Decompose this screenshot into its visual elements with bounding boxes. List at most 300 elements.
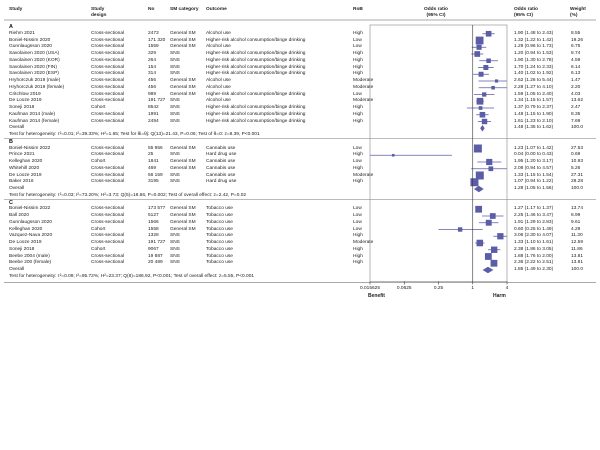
table-cell-n: 1841 <box>148 159 159 164</box>
table-cell-weight: 13.74 <box>571 206 584 212</box>
table-cell-rob: Low <box>353 91 362 97</box>
table-cell-or_text: 1.90 (1.48 to 2.43) <box>514 30 554 36</box>
table-cell-outcome: Hard drug use <box>206 179 237 185</box>
table-cell-sm: SNS <box>170 98 180 104</box>
overall-weight: 100.0 <box>571 125 584 131</box>
table-cell-n: 191 727 <box>148 98 166 104</box>
point-estimate <box>475 206 482 213</box>
table-cell-study: Whitehill 2020 <box>9 165 40 171</box>
table-cell-sm: SNS <box>170 64 180 70</box>
table-cell-sm: General SM <box>170 159 196 164</box>
overall-or: 1.48 (1.35 to 1.62) <box>514 125 554 131</box>
table-cell-design: Cohort <box>91 226 106 232</box>
table-cell-study: Beebe 200 (female) <box>9 260 52 266</box>
table-cell-n: 1991 <box>148 111 159 117</box>
table-cell-sm: General SM <box>170 91 196 97</box>
point-estimate <box>491 86 495 90</box>
table-cell-design: Cross-sectional <box>91 240 125 245</box>
benefit-caption: Benefit <box>368 292 385 299</box>
table-cell-sm: SNS <box>170 260 180 266</box>
table-cell-sm: General SM <box>170 145 196 151</box>
table-cell-rob: Moderate <box>353 240 374 245</box>
table-cell-study: Soneji 2018 <box>9 246 35 252</box>
axis-tick-label: 4 <box>505 285 509 291</box>
table-cell-or_text: 1.91 (1.29 to 2.83) <box>514 219 554 225</box>
table-cell-sm: SNS <box>170 240 180 245</box>
table-cell-n: 1328 <box>148 233 159 239</box>
table-cell-design: Cross-sectional <box>91 233 125 239</box>
point-estimate <box>490 213 496 219</box>
table-cell-outcome: Alcohol use <box>206 44 231 50</box>
axis-tick-label: 0.25 <box>433 285 444 291</box>
table-cell-n: 8542 <box>148 105 159 110</box>
table-cell-study: Soneji 2018 <box>9 105 35 110</box>
point-estimate <box>486 31 492 37</box>
table-cell-or_text: 1.70 (1.24 to 2.33) <box>514 64 554 70</box>
table-cell-sm: General SM <box>170 226 196 232</box>
point-estimate <box>474 51 480 57</box>
heterogeneity-note: Test for heterogeneity: τ²=0.09; I²=95.72%; H²=23.37; Q(8)=186.92, P<0.001; Test of overall effect: z=5.55, P<0.001 <box>9 273 255 279</box>
table-cell-rob: Moderate <box>353 172 374 178</box>
table-cell-sm: General SM <box>170 165 196 171</box>
overall-label: Overall <box>9 186 25 191</box>
table-cell-outcome: Alcohol use <box>206 78 231 83</box>
table-cell-weight: 4.29 <box>571 226 581 232</box>
table-cell-sm: General SM <box>170 44 196 50</box>
table-cell-design: Cross-sectional <box>91 260 125 266</box>
header-or-plot-line1: Odds ratio <box>424 7 448 12</box>
table-cell-design: Cross-sectional <box>91 172 125 178</box>
table-cell-design: Cross-sectional <box>91 253 125 259</box>
table-cell-weight: 2.47 <box>571 105 581 110</box>
point-estimate <box>474 145 482 153</box>
table-cell-weight: 19.26 <box>571 37 584 43</box>
overall-label: Overall <box>9 125 25 131</box>
header-or-plot <box>424 7 448 19</box>
table-cell-or_text: 2.36 (2.22 to 2.51) <box>514 260 554 266</box>
section-label: A <box>9 24 13 30</box>
table-cell-weight: 6.75 <box>571 44 581 50</box>
table-cell-rob: High <box>353 179 363 185</box>
overall-weight: 100.0 <box>571 186 584 191</box>
table-cell-rob: High <box>353 57 363 63</box>
table-cell-outcome: Tobacco use <box>206 206 233 212</box>
table-cell-outcome: Alcohol use <box>206 30 231 36</box>
table-cell-weight: 0.69 <box>571 152 581 158</box>
axis-tick-label: 0.0625 <box>396 285 412 291</box>
header-n: No <box>148 7 155 12</box>
axis-tick-label: 0.015625 <box>359 285 380 291</box>
table-cell-weight: 4.59 <box>571 57 581 63</box>
harm-caption: Harm <box>493 292 506 299</box>
table-cell-sm: General SM <box>170 213 196 218</box>
table-cell-n: 20 489 <box>148 260 163 266</box>
heterogeneity-note: Test for heterogeneity: τ²=0.03; I²=73.20%; H²=3.73; Q(5)=18.66, P=0.002; Test of overall effect: z=2.42, P=0.02 <box>9 192 247 198</box>
table-cell-n: 55 956 <box>148 145 163 151</box>
point-estimate <box>476 37 484 45</box>
table-cell-or_text: 2.28 (1.27 to 4.10) <box>514 84 554 90</box>
header-design-text: Study design <box>91 7 107 18</box>
table-cell-n: 19 887 <box>148 253 163 259</box>
table-cell-weight: 10.93 <box>571 159 584 164</box>
point-estimate <box>486 159 492 165</box>
table-cell-n: 3195 <box>148 179 159 185</box>
table-cell-rob: High <box>353 111 363 117</box>
point-estimate <box>479 72 484 77</box>
table-cell-or_text: 0.60 (0.25 to 1.49) <box>514 226 554 232</box>
table-cell-study: De Looze 2019 <box>9 240 42 245</box>
table-cell-sm: General SM <box>170 30 196 36</box>
table-cell-weight: 1.47 <box>571 78 581 83</box>
point-estimate <box>470 178 478 186</box>
table-cell-rob: Low <box>353 145 362 151</box>
table-cell-sm: SNS <box>170 105 180 110</box>
point-estimate <box>482 119 487 124</box>
table-cell-design: Cross-sectional <box>91 145 125 151</box>
table-cell-weight: 11.86 <box>571 246 583 252</box>
table-cell-study: De Looze 2019 <box>9 98 42 104</box>
table-cell-weight: 27.31 <box>571 172 584 178</box>
table-cell-weight: 8.35 <box>571 111 581 117</box>
table-cell-rob: High <box>353 165 363 171</box>
table-cell-weight: 27.53 <box>571 145 584 151</box>
table-cell-n: 25 <box>148 152 154 158</box>
table-cell-study: Critchlow 2019 <box>9 91 41 97</box>
table-cell-design: Cross-sectional <box>91 111 125 117</box>
table-cell-n: 264 <box>148 57 157 63</box>
table-cell-sm: General SM <box>170 219 196 225</box>
table-cell-or_text: 1.20 (0.94 to 1.53) <box>514 51 554 56</box>
header-sm <box>170 7 200 13</box>
table-cell-sm: SNS <box>170 57 180 63</box>
overall-diamond <box>474 186 484 192</box>
point-estimate <box>458 227 462 231</box>
table-cell-outcome: Tobacco use <box>206 233 233 239</box>
overall-diamond <box>480 125 485 131</box>
table-cell-design: Cross-sectional <box>91 57 125 63</box>
table-cell-study: Kaufman 2014 (female) <box>9 118 60 124</box>
table-cell-rob: Low <box>353 213 362 218</box>
overall-or: 1.28 (1.05 to 1.56) <box>514 186 554 191</box>
table-cell-study: Boniel-Nissim 2022 <box>9 145 51 151</box>
table-cell-outcome: Cannabis use <box>206 172 236 178</box>
header-weight <box>570 7 586 19</box>
table-cell-outcome: Higher-risk alcohol consumption/binge drinking <box>206 111 306 117</box>
table-cell-weight: 28.28 <box>571 179 584 185</box>
header-or-text-line2: (95% CI) <box>514 13 533 18</box>
overall-diamond <box>483 267 494 273</box>
table-cell-rob: Low <box>353 226 362 232</box>
table-cell-sm: SNS <box>170 111 180 117</box>
table-cell-or_text: 1.48 (1.15 to 1.90) <box>514 111 554 117</box>
table-cell-n: 171 320 <box>148 37 166 43</box>
table-cell-or_text: 2.25 (1.46 to 3.47) <box>514 213 554 218</box>
header-design <box>91 7 121 19</box>
table-cell-study: Savolainen 2020 (FIN) <box>9 64 57 70</box>
header-or-plot-line2: (95% CI) <box>426 13 446 18</box>
table-cell-study: Boniel-Nissim 2022 <box>9 206 51 212</box>
table-cell-sm: SNS <box>170 179 180 185</box>
table-cell-n: 989 <box>148 91 157 97</box>
table-cell-outcome: Tobacco use <box>206 260 233 266</box>
point-estimate <box>485 253 492 260</box>
table-cell-or_text: 1.32 (1.22 to 1.42) <box>514 37 554 43</box>
table-cell-sm: SNS <box>170 152 180 158</box>
table-cell-n: 154 <box>148 64 157 70</box>
table-cell-rob: High <box>353 260 363 266</box>
table-cell-study: Savolainen 2020 (KOR) <box>9 57 60 63</box>
table-cell-or_text: 1.33 (1.10 to 1.61) <box>514 240 554 245</box>
table-cell-or_text: 2.38 (1.86 to 3.05) <box>514 246 554 252</box>
table-cell-outcome: Higher-risk alcohol consumption/binge drinking <box>206 105 306 110</box>
table-cell-weight: 8.55 <box>571 30 581 36</box>
table-cell-sm: SNS <box>170 172 180 178</box>
table-cell-n: 56 159 <box>148 172 163 178</box>
table-cell-weight: 6.13 <box>571 71 581 77</box>
table-cell-or_text: 0.04 (0.00 to 0.43) <box>514 152 554 158</box>
section-label: B <box>9 138 13 145</box>
table-cell-sm: General SM <box>170 84 196 90</box>
point-estimate <box>477 240 484 247</box>
table-cell-weight: 8.74 <box>571 51 581 56</box>
table-cell-rob: High <box>353 253 363 259</box>
table-cell-n: 173 577 <box>148 206 166 212</box>
table-cell-study: Hryhorczuk 2019 (female) <box>9 84 65 90</box>
overall-or: 1.85 (1.49 to 2.30) <box>514 267 554 272</box>
table-cell-study: Prince 2021 <box>9 152 35 158</box>
table-cell-study: Savolainen 2020 (ESP) <box>9 71 59 77</box>
point-estimate <box>497 233 503 239</box>
table-cell-design: Cross-sectional <box>91 118 125 124</box>
table-cell-rob: Low <box>353 206 362 212</box>
table-cell-outcome: Tobacco use <box>206 240 233 245</box>
table-cell-study: Kaufman 2014 (male) <box>9 111 56 117</box>
table-cell-weight: 11.30 <box>571 233 583 239</box>
table-cell-or_text: 1.33 (1.15 to 1.54) <box>514 172 554 178</box>
table-cell-n: 9067 <box>148 246 159 252</box>
table-cell-or_text: 1.88 (1.76 to 2.00) <box>514 253 554 259</box>
table-cell-design: Cross-sectional <box>91 37 125 43</box>
point-estimate <box>491 247 497 253</box>
point-estimate <box>479 106 483 110</box>
header-study: Study <box>9 7 23 12</box>
table-cell-design: Cross-sectional <box>91 84 125 90</box>
table-cell-weight: 13.81 <box>571 253 584 259</box>
table-cell-weight: 12.59 <box>571 240 584 245</box>
table-cell-design: Cross-sectional <box>91 213 125 218</box>
table-cell-weight: 2.20 <box>571 84 581 90</box>
heterogeneity-note: Test for heterogeneity: τ²=0.01; I²=39.33%; H²=1.65; Test for θi=θj: Q(13)=21.43, P=0.06; Test of θ=0: z=8.39, P<0.001 <box>9 132 260 137</box>
table-cell-weight: 9.61 <box>571 219 581 225</box>
table-cell-design: Cohort <box>91 159 106 164</box>
table-cell-design: Cross-sectional <box>91 78 125 83</box>
table-cell-study: Kelleghan 2020 <box>9 226 43 232</box>
table-cell-n: 2473 <box>148 30 159 36</box>
table-cell-or_text: 1.61 (1.23 to 2.10) <box>514 118 554 124</box>
header-or-text-line1: Odds ratio <box>514 7 538 12</box>
table-cell-rob: High <box>353 233 363 239</box>
table-cell-sm: SNS <box>170 233 180 239</box>
table-cell-design: Cross-sectional <box>91 152 125 158</box>
table-cell-outcome: Tobacco use <box>206 253 233 259</box>
point-estimate <box>392 154 395 157</box>
table-cell-outcome: Higher-risk alcohol consumption/binge drinking <box>206 51 306 56</box>
table-cell-weight: 6.14 <box>571 64 581 70</box>
table-cell-rob: High <box>353 246 363 252</box>
table-cell-study: Beebe 2004 (male) <box>9 253 50 259</box>
table-cell-or_text: 1.90 (1.30 to 2.78) <box>514 57 554 63</box>
point-estimate <box>477 98 484 105</box>
header-outcome: Outcome <box>206 7 227 12</box>
table-cell-sm: SNS <box>170 71 180 77</box>
table-cell-rob: High <box>353 71 363 77</box>
table-cell-outcome: Alcohol use <box>206 98 231 104</box>
point-estimate <box>476 45 481 50</box>
table-cell-outcome: Tobacco use <box>206 219 233 225</box>
table-cell-sm: General SM <box>170 206 196 212</box>
table-cell-rob: Moderate <box>353 78 374 83</box>
header-weight-line2: (%) <box>570 13 578 18</box>
table-cell-outcome: Tobacco use <box>206 246 233 252</box>
table-cell-sm: SNS <box>170 118 180 124</box>
table-cell-study: De Looze 2019 <box>9 172 42 178</box>
table-cell-rob: High <box>353 152 363 158</box>
table-cell-design: Cross-sectional <box>91 206 125 212</box>
table-cell-design: Cross-sectional <box>91 30 125 36</box>
table-cell-weight: 5.26 <box>571 165 581 171</box>
table-cell-n: 456 <box>148 84 157 90</box>
table-cell-sm: General SM <box>170 37 196 43</box>
table-cell-outcome: Higher-risk alcohol consumption/binge drinking <box>206 71 306 77</box>
table-cell-sm: SNS <box>170 246 180 252</box>
table-cell-n: 1559 <box>148 44 159 50</box>
table-cell-outcome: Higher-risk alcohol consumption/binge drinking <box>206 57 306 63</box>
table-cell-rob: Moderate <box>353 98 374 104</box>
table-cell-study: Riehm 2021 <box>9 30 35 36</box>
table-cell-study: Hryhorczuk 2019 (male) <box>9 78 61 83</box>
point-estimate <box>482 92 486 96</box>
table-cell-rob: High <box>353 64 363 70</box>
table-cell-sm: SNS <box>170 51 180 56</box>
table-cell-study: Boniel-Nissim 2020 <box>9 37 51 43</box>
table-cell-n: 2494 <box>148 118 159 124</box>
table-cell-or_text: 2.62 (1.26 to 5.44) <box>514 78 554 83</box>
table-cell-design: Cross-sectional <box>91 165 125 171</box>
table-cell-sm: SNS <box>170 253 180 259</box>
table-cell-or_text: 1.37 (0.79 to 2.37) <box>514 105 554 110</box>
table-cell-rob: Low <box>353 219 362 225</box>
header-weight-line1: Weight <box>570 7 586 12</box>
table-cell-design: Cross-sectional <box>91 91 125 97</box>
overall-label: Overall <box>9 267 25 272</box>
table-cell-n: 314 <box>148 71 157 77</box>
header-sm-text: SM category <box>170 7 199 12</box>
table-cell-design: Cross-sectional <box>91 51 125 56</box>
table-cell-or_text: 1.29 (0.96 to 1.73) <box>514 44 554 50</box>
table-cell-design: Cohort <box>91 246 106 252</box>
table-cell-rob: High <box>353 30 363 36</box>
table-cell-study: Gunnlaugsson 2020 <box>9 219 52 225</box>
table-cell-design: Cohort <box>91 105 106 110</box>
table-cell-outcome: Alcohol use <box>206 84 231 90</box>
table-cell-design: Cross-sectional <box>91 71 125 77</box>
overall-weight: 100.0 <box>571 267 584 272</box>
table-cell-outcome: Cannabis use <box>206 165 236 171</box>
table-cell-outcome: Tobacco use <box>206 226 233 232</box>
header-or-text <box>514 7 538 19</box>
table-cell-weight: 13.62 <box>571 98 584 104</box>
table-cell-study: Baker 2016 <box>9 179 34 185</box>
table-cell-rob: High <box>353 118 363 124</box>
table-cell-design: Cross-sectional <box>91 44 125 50</box>
table-cell-n: 329 <box>148 51 157 56</box>
table-cell-n: 5127 <box>148 213 159 218</box>
table-cell-n: 469 <box>148 165 157 171</box>
table-cell-outcome: Higher-risk alcohol consumption/binge drinking <box>206 91 306 97</box>
table-cell-study: Vazquez-Nava 2020 <box>9 233 53 239</box>
table-cell-rob: Low <box>353 159 362 164</box>
table-cell-n: 456 <box>148 78 157 83</box>
table-cell-outcome: Cannabis use <box>206 145 236 151</box>
plot-frame <box>370 25 507 282</box>
table-cell-or_text: 1.34 (1.15 to 1.57) <box>514 98 554 104</box>
table-cell-n: 1566 <box>148 219 159 225</box>
table-cell-study: Ball 2020 <box>9 213 30 218</box>
table-cell-or_text: 1.23 (1.07 to 1.42) <box>514 145 554 151</box>
point-estimate <box>491 260 498 267</box>
table-cell-study: Gunnlaugsson 2020 <box>9 44 52 50</box>
table-cell-or_text: 1.59 (1.05 to 2.40) <box>514 91 554 97</box>
table-cell-outcome: Hard drug use <box>206 152 237 158</box>
table-cell-outcome: Higher-risk alcohol consumption/binge drinking <box>206 37 306 43</box>
point-estimate <box>480 112 486 118</box>
table-cell-outcome: Higher-risk alcohol consumption/binge drinking <box>206 118 306 124</box>
table-cell-rob: Low <box>353 44 362 50</box>
table-cell-rob: Moderate <box>353 84 374 90</box>
table-cell-or_text: 1.40 (1.02 to 1.92) <box>514 71 554 77</box>
header-rob: RoB <box>353 7 363 12</box>
axis-tick-label: 1 <box>471 285 475 291</box>
table-cell-design: Cross-sectional <box>91 98 125 104</box>
table-cell-design: Cross-sectional <box>91 179 125 185</box>
table-cell-design: Cross-sectional <box>91 64 125 70</box>
section-label: C <box>9 199 13 206</box>
table-cell-rob: High <box>353 105 363 110</box>
table-cell-rob: High <box>353 51 363 56</box>
table-cell-or_text: 1.07 (0.94 to 1.22) <box>514 179 554 185</box>
table-cell-n: 191 727 <box>148 240 166 245</box>
point-estimate <box>488 166 493 171</box>
table-cell-design: Cross-sectional <box>91 219 125 225</box>
table-cell-study: Kelleghan 2020 <box>9 159 43 164</box>
table-cell-sm: General SM <box>170 78 196 83</box>
table-cell-weight: 4.03 <box>571 91 581 97</box>
table-cell-weight: 8.99 <box>571 213 581 218</box>
point-estimate <box>486 220 492 226</box>
table-cell-weight: 13.81 <box>571 260 584 266</box>
table-cell-weight: 7.69 <box>571 118 581 124</box>
table-cell-or_text: 2.08 (0.94 to 4.57) <box>514 165 554 171</box>
table-cell-outcome: Tobacco use <box>206 213 233 218</box>
table-cell-n: 1558 <box>148 226 159 232</box>
table-cell-rob: Low <box>353 37 362 43</box>
table-cell-outcome: Higher-risk alcohol consumption/binge drinking <box>206 64 306 70</box>
table-cell-or_text: 3.06 (2.30 to 4.07) <box>514 233 554 239</box>
table-cell-or_text: 1.27 (1.17 to 1.37) <box>514 206 554 212</box>
table-cell-or_text: 1.95 (1.20 to 3.17) <box>514 159 554 164</box>
point-estimate <box>486 58 491 63</box>
point-estimate <box>483 65 488 70</box>
